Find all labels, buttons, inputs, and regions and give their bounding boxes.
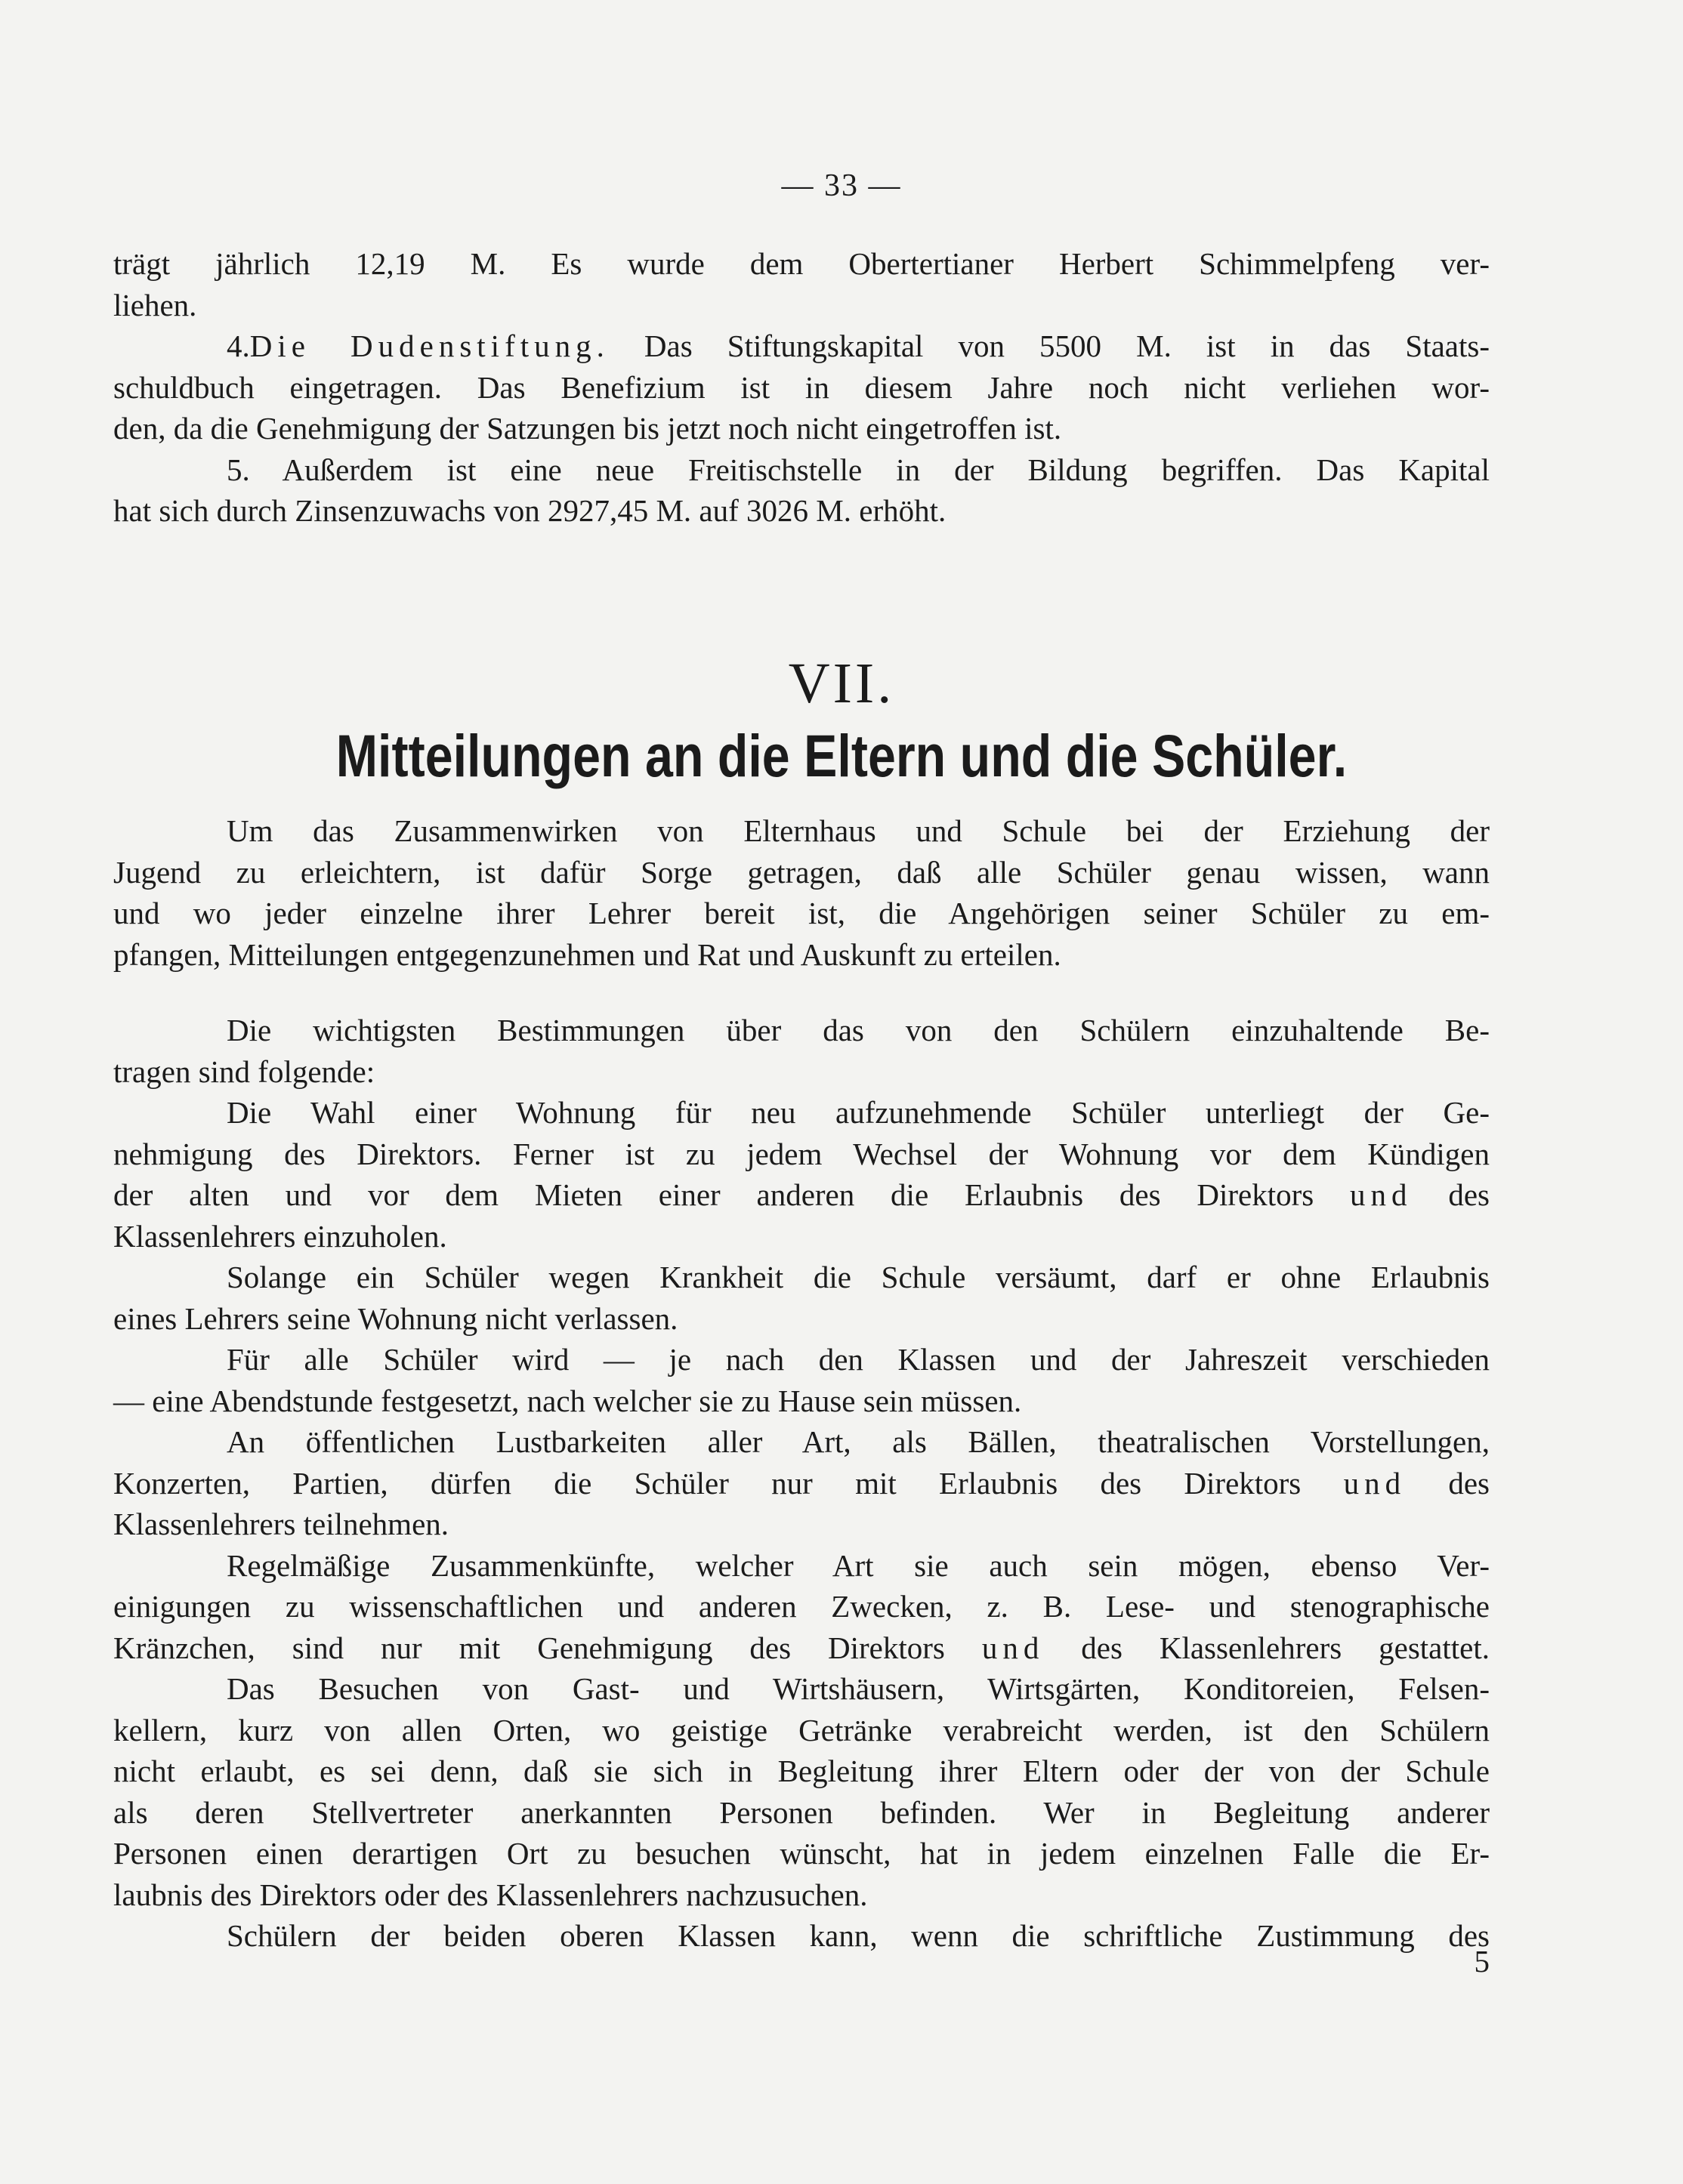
text-fragment: Das Stiftungskapital von 5500 M. ist in das Staats- — [609, 329, 1490, 363]
text-fragment: Konzerten, Partien, dürfen die Schüler nur mit Erlaubnis des Direktors — [113, 1465, 1302, 1501]
text-line: Klassenlehrers teilnehmen. — [113, 1507, 449, 1541]
text-line: Die Wahl einer Wohnung für neu aufzunehmende Schüler unterliegt der Ge- — [227, 1095, 1490, 1130]
signature-mark: 5 — [1474, 1944, 1490, 1979]
section-title: Mitteilungen an die Eltern und die Schüler. — [335, 722, 1348, 789]
text-line: Die wichtigsten Bestimmungen über das von den Schülern einzuhaltende Be- — [227, 1013, 1490, 1047]
text-line: tragen sind folgende: — [113, 1053, 375, 1089]
text-line: Um das Zusammenwirken von Elternhaus und Schule bei der Erziehung der — [227, 813, 1490, 848]
emphasis-und: und — [1350, 1177, 1413, 1212]
text-line — [113, 1627, 1490, 1669]
notices-section — [113, 810, 1490, 1957]
text-line: einigungen zu wissenschaftlichen und anderen Zwecken, z. B. Lese- und stenographische — [113, 1589, 1490, 1624]
text-line: eines Lehrers seine Wohnung nicht verlassen. — [113, 1300, 678, 1336]
text-line: nehmigung des Direktors. Ferner ist zu jedem Wechsel der Wohnung vor dem Kündigen — [113, 1136, 1490, 1171]
text-line: nicht erlaubt, es sei denn, daß sie sich in Begleitung ihrer Eltern oder der von der Schule — [113, 1754, 1490, 1788]
text-line: Solange ein Schüler wegen Krankheit die Schule versäumt, darf er ohne Erlaubnis — [227, 1260, 1490, 1294]
text-fragment: des — [1412, 1177, 1490, 1212]
text-line — [113, 325, 1490, 367]
text-line: Klassenlehrers einzuholen. — [113, 1218, 447, 1254]
text-line: Für alle Schüler wird — je nach den Klassen und der Jahreszeit verschieden — [227, 1342, 1490, 1377]
text-line: den, da die Genehmigung der Satzungen bis jetzt noch nicht eingetroffen ist. — [113, 411, 1062, 446]
text-line: kellern, kurz von allen Orten, wo geistige Getränke verabreicht werden, ist den Schülern — [113, 1712, 1490, 1748]
text-line: Das Besuchen von Gast- und Wirtshäusern, Wirtsgärten, Konditoreien, Felsen- — [227, 1671, 1490, 1706]
emphasis-und: und — [1343, 1465, 1407, 1501]
text-line: liehen. — [113, 287, 197, 322]
text-line: hat sich durch Zinsenzuwachs von 2927,45 M. auf 3026 M. erhöht. — [113, 493, 946, 528]
text-line: 5. Außerdem ist eine neue Freitischstelle in der Bildung begriffen. Das Kapital — [227, 452, 1490, 487]
text-line: als deren Stellvertreter anerkannten Personen befinden. Wer in Begleitung anderer — [113, 1794, 1490, 1830]
page-number: — 33 — — [781, 168, 902, 203]
text-line: Regelmäßige Zusammenkünfte, welcher Art sie auch sein mögen, ebenso Ver- — [227, 1547, 1490, 1583]
item-number: 4. — [227, 329, 250, 363]
text-fragment: der alten und vor dem Mieten einer anderen die Erlaubnis des Direktors — [113, 1177, 1314, 1212]
text-line: trägt jährlich 12,19 M. Es wurde dem Obertertianer Herbert Schimmelpfeng ver- — [113, 246, 1490, 281]
text-line: und wo jeder einzelne ihrer Lehrer bereit ist, die Angehörigen seiner Schüler zu em- — [113, 896, 1490, 930]
text-line: laubnis des Direktors oder des Klassenlehrers nachzusuchen. — [113, 1877, 868, 1912]
foundations-section — [113, 243, 1490, 532]
foundation-name: Die Dudenstiftung. — [249, 329, 610, 363]
text-fragment: des — [1406, 1465, 1490, 1501]
text-line: An öffentlichen Lustbarkeiten aller Art, als Bällen, theatralischen Vorstellungen, — [227, 1424, 1490, 1459]
text-line: — eine Abendstunde festgesetzt, nach welcher sie zu Hause sein müssen. — [113, 1383, 1022, 1418]
text-line: Jugend zu erleichtern, ist dafür Sorge getragen, daß alle Schüler genau wissen, wann — [113, 854, 1490, 890]
section-number: VII. — [788, 652, 895, 715]
text-line — [113, 1174, 1490, 1216]
text-line — [113, 1463, 1490, 1504]
emphasis-und: und — [981, 1630, 1045, 1665]
text-line: pfangen, Mitteilungen entgegenzunehmen und Rat und Auskunft zu erteilen. — [113, 936, 1061, 972]
text-fragment: des Klassenlehrers gestattet. — [1044, 1630, 1490, 1665]
paragraph-gap — [113, 975, 1490, 1010]
text-fragment: Kränzchen, sind nur mit Genehmigung des Direktors — [113, 1630, 945, 1665]
text-line: Personen einen derartigen Ort zu besuchen wünscht, hat in jedem einzelnen Falle die Er- — [113, 1836, 1490, 1871]
text-line: Schülern der beiden oberen Klassen kann, wenn die schriftliche Zustimmung des — [227, 1918, 1490, 1953]
text-line: schuldbuch eingetragen. Das Benefizium ist in diesem Jahre noch nicht verliehen wor- — [113, 369, 1490, 405]
